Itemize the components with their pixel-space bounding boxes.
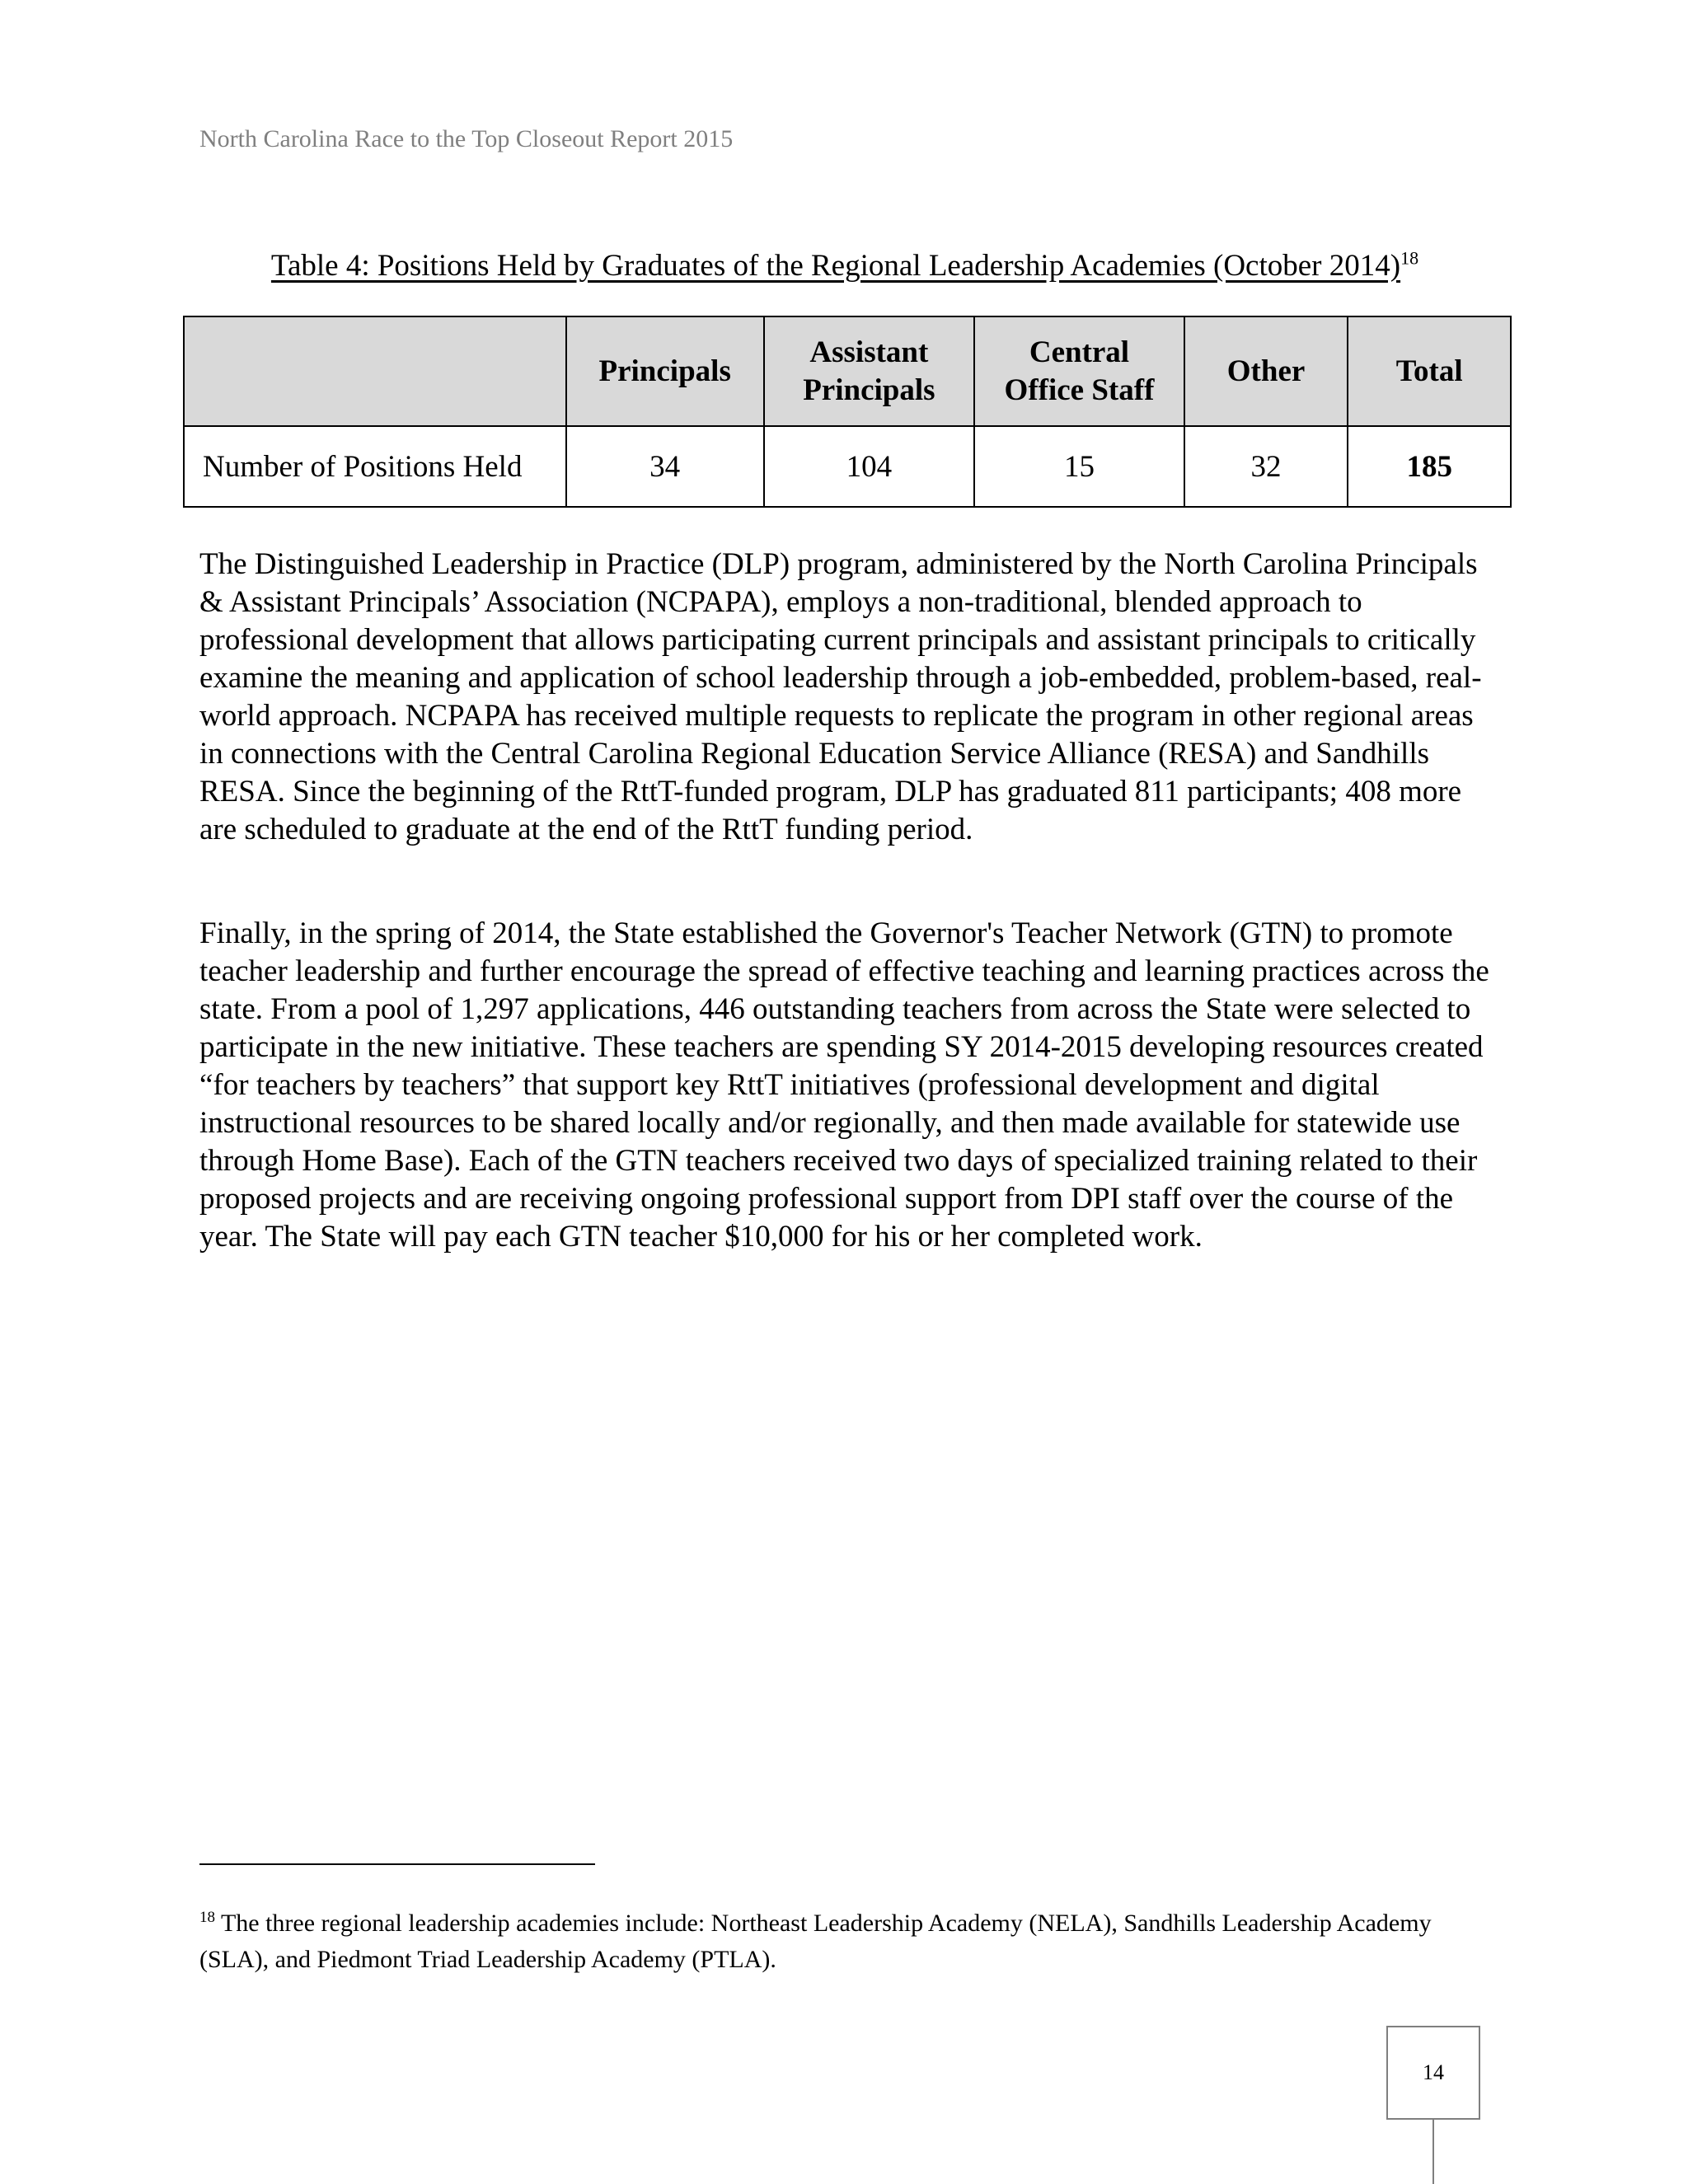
page-number-box (1386, 2026, 1480, 2120)
header-line: Central (1029, 335, 1130, 369)
page-number: 14 (1423, 2060, 1444, 2084)
positions-table (183, 316, 1512, 508)
running-header: North Carolina Race to the Top Closeout Report 2015 (199, 125, 734, 152)
value-cell-assistant-principals: 104 (764, 426, 975, 507)
header-line: Principals (803, 373, 935, 407)
value-cell-principals: 34 (566, 426, 764, 507)
value-cell-other: 32 (1184, 426, 1348, 507)
page-number-stem (1432, 2120, 1434, 2184)
header-line: Assistant (809, 335, 929, 369)
body-paragraph-gtn: Finally, in the spring of 2014, the State established the Governor's Teacher Network (GTN) to promote teacher leadership and further encourage the spread of effective teaching and learning practices across the state. From a pool of 1,297 applications, 446 outstanding teachers from across the State were selected to participate in the new initiative. These teachers are spending SY 2014-2015 developing resources created “for teachers by teachers” that support key RttT initiatives (professional development and digital instructional resources to be shared locally and/or regionally, and then made available for statewide use through Home Base). Each of the GTN teachers received two days of specialized training related to their proposed projects and are receiving ongoing professional support from DPI staff over the course of the year. The State will pay each GTN teacher $10,000 for his or her completed work. (199, 916, 1489, 1254)
header-line: Principals (598, 354, 731, 388)
footnote-number: 18 (199, 1909, 215, 1926)
header-line: Total (1395, 354, 1463, 388)
table-caption (181, 247, 1508, 285)
header-cell-principals (566, 316, 764, 426)
footnote-separator (199, 1863, 595, 1865)
body-paragraph-dlp: The Distinguished Leadership in Practice (DLP) program, administered by the North Carolina Principals & Assistant Principals’ Association (NCPAPA), employs a non-traditional, blended approach to professional development that allows participating current principals and assistant principals to critically examine the meaning and application of school leadership through a job-embedded, problem-based, real-world approach. NCPAPA has received multiple requests to replicate the program in other regional areas in connections with the Central Carolina Regional Education Service Alliance (RESA) and Sandhills RESA. Since the beginning of the RttT-funded program, DLP has graduated 811 participants; 408 more are scheduled to graduate at the end of the RttT funding period. (199, 547, 1482, 846)
footnote-text: The three regional leadership academies include: Northeast Leadership Academy (NELA), Sandhills Leadership Academy (SLA), and Piedmont Triad Leadership Academy (PTLA). (199, 1910, 1432, 1973)
header-cell-total (1348, 316, 1511, 426)
header-cell-empty (184, 316, 566, 426)
header-line: Office Staff (1004, 373, 1155, 407)
table-row (184, 426, 1511, 507)
table-header-row (184, 316, 1511, 426)
value-cell-central-office-staff: 15 (974, 426, 1184, 507)
header-cell-central-office-staff (974, 316, 1184, 426)
header-line: Other (1226, 354, 1306, 388)
footnote (199, 1905, 1502, 1978)
value-cell-total: 185 (1348, 426, 1511, 507)
row-label-cell: Number of Positions Held (184, 426, 566, 507)
header-cell-assistant-principals (764, 316, 975, 426)
caption-footnote-ref: 18 (1400, 247, 1419, 269)
header-cell-other (1184, 316, 1348, 426)
table-caption-text: Table 4: Positions Held by Graduates of the Regional Leadership Academies (October 2014) (270, 249, 1401, 283)
